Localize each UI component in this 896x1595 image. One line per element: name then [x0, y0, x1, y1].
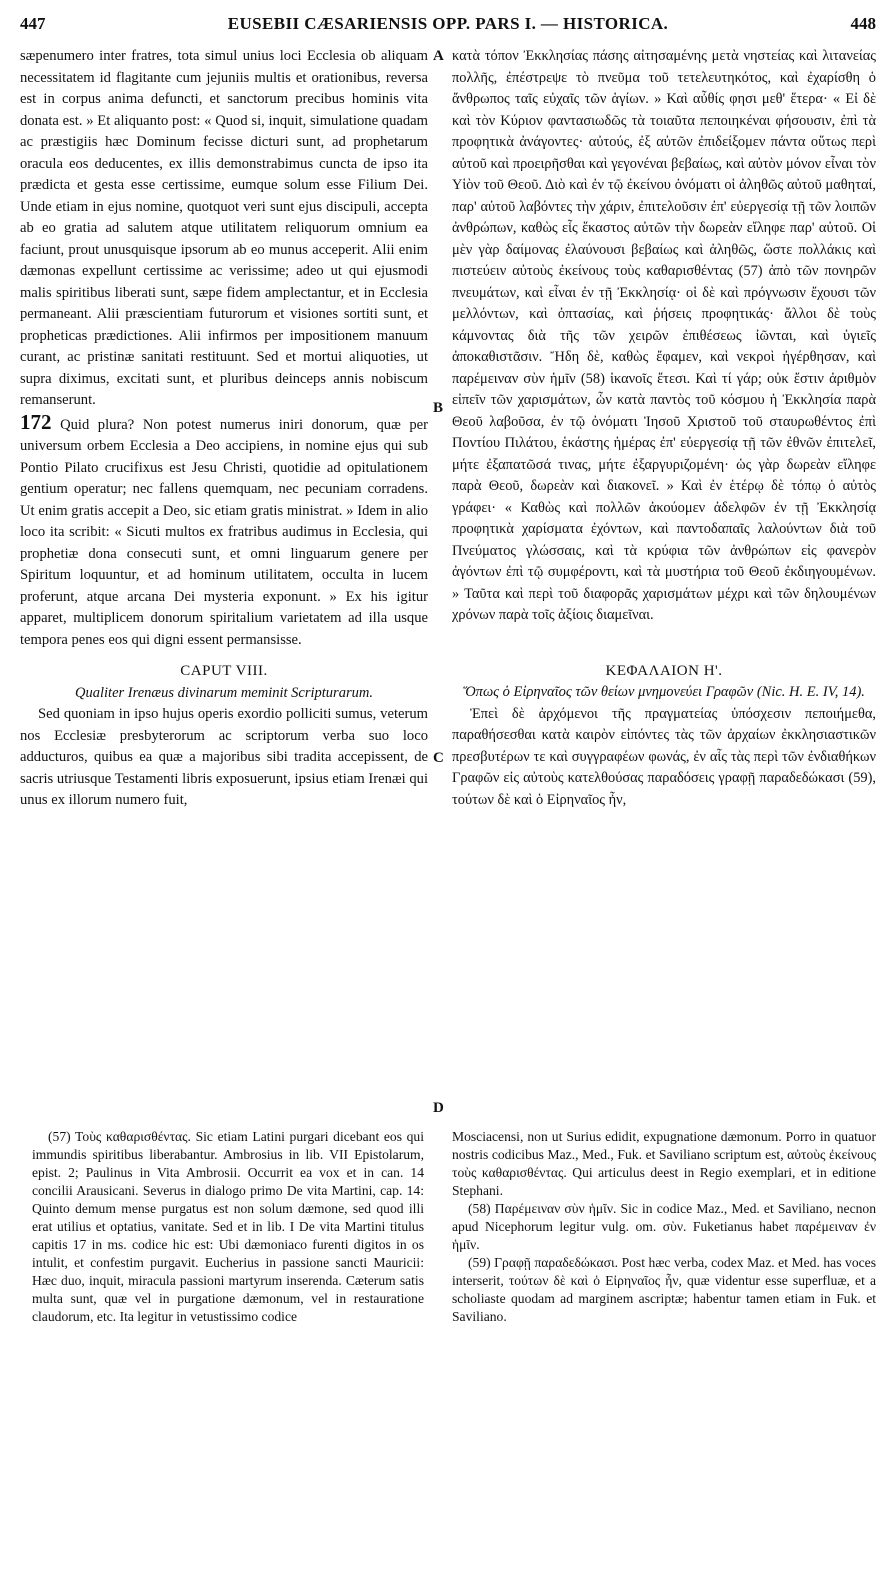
latin-paragraph-2-text: Quid plura? Non potest numerus iniri donorum, quæ per universum orbem Ecclesia a Deo accipiens, in nomine ejus qui sub Pontio Pilato crucifixus est Jesu Christi, quotidie ad opitulationem gentium operatur; nec fallens quemquam, nec pecuniam corradens. Ut enim gratis accepit a Deo, sic etiam gratis ministrat. » Idem in alio loco ita scribit: « Sicuti multos ex fratribus audimus in Ecclesia, qui prophetiæ dona consecuti sunt, et omni linguarum genere per Spiritum loquuntur, et ad hominum utilitatem, occulta in lucem proferunt, atque arcana Dei mysteria exponunt. » Ex his igitur apparet, multiplicem donorum spiritalium varietatem ad illa usque tempora penes eos qui digni essent permansisse.: [20, 416, 429, 648]
greek-chapter-heading: ΚΕΦΑΛΑΙΟΝ Η'.: [605, 662, 723, 679]
latin-paragraph-3: Sed quoniam in ipso hujus operis exordio polliciti sumus, veterum nos Ecclesiæ presbyterorum ac scriptorum verba suo loco adducturos, quibus ea quæ a majoribus sibi tradita accepissent, de sacris utriusque Testamenti libris exposuerunt, ipsius etiam Irenæi qui unus ex illorum numero fuit,: [20, 706, 428, 808]
latin-chapter-heading: CAPUT VIII.: [180, 663, 268, 679]
page-number-right: 448: [850, 14, 876, 33]
latin-paragraph-2: [20, 409, 429, 652]
footnote-57-continued: Mosciacensi, non ut Surius edidit, expugnatione dæmonum. Porro in quatuor nostris codicibus Maz., Med., Fuk. et Saviliano scriptum est, αὐτοὺς ἐκείνους τοὺς καθαρισθέντας. Qui articulus deest in Regio exemplari, et in editione Stephani.: [452, 1129, 876, 1198]
latin-chapter-subtitle: Qualiter Irenæus divinarum meminit Scripturarum.: [75, 684, 373, 701]
greek-paragraph-2: Ἐπεὶ δὲ ἀρχόμενοι τῆς πραγματείας ὑπόσχεσιν πεποιήμεθα, παραθήσεσθαι κατὰ καιρὸν εἰπόντες τὰς τῶν ἀρχαίων ἐκκλησιαστικῶν πρεσβυτέρων τε καὶ συγγραφέων φωνάς, ἐν αἷς τὰς περὶ τῶν ἐνδιαθήκων Γραφῶν εἰς αὐτοὺς κατελθούσας παραδόσεις γραφῇ παραδεδώκασι (59), τούτων δὲ καὶ ὁ Εἰρηναῖος ἦν,: [452, 705, 876, 808]
greek-paragraph-1: κατὰ τόπον Ἐκκλησίας πάσης αἰτησαμένης μετὰ νηστείας καὶ λιτανείας πολλῆς, ἐπέστρεψε τὸ πνεῦμα τοῦ τετελευτηκότος, καὶ ἐχαρίσθη ὁ ἄνθρωπος ταῖς εὐχαῖς τῶν ἁγίων. » Καὶ αὖθίς φησι μεθ' ἕτερα· « Εἰ δὲ καὶ τὸν Κύριον φαντασιωδῶς τὰ τοιαῦτα πεποιηκέναι φήσουσιν, ἐπὶ τὰ προφητικὰ ἀνάγοντες· αὐτούς, ἐξ αὐτῶν ἐπιδείξομεν πάντα οὕτως περὶ αὐτοῦ καὶ προειρῆσθαι καὶ γεγονέναι βεβαίως, καὶ αὐτὸν μόνον εἶναι τὸν Υἱὸν τοῦ Θεοῦ. Διὸ καὶ ἐν τῷ ἐκείνου ὀνόματι οἱ ἀληθῶς αὐτοῦ μαθηταί, παρ' αὐτοῦ λαβόντες τὴν χάριν, ἐπιτελοῦσιν ἐπ' εὐεργεσίᾳ τῇ τῶν λοιπῶν ἀνθρώπων, καθὼς εἷς ἕκαστος αὐτῶν τὴν δωρεὰν εἴληφε παρ' αὐτοῦ. Οἱ μὲν γὰρ δαίμονας ἐλαύνουσι βεβαίως καὶ ἀληθῶς, ὥστε πολλάκις καὶ πιστεύειν αὐτοὺς ἐκείνους τοὺς καθαρισθέντας (57) ἀπὸ τῶν πονηρῶν πνευμάτων, καὶ εἶναι ἐν τῇ Ἐκκλησίᾳ· οἱ δὲ καὶ πρόγνωσιν ἔχουσι τῶν μελλόντων, καὶ ὀπτασίας, καὶ ῥήσεις προφητικάς· ἄλλοι δὲ τοὺς κάμνοντας διὰ τῆς τῶν χειρῶν ἐπιθέσεως ἰῶνται, καὶ ὑγιεῖς ἀποκαθιστᾶσιν. Ἤδη δὲ, καθὼς ἔφαμεν, καὶ νεκροὶ ἠγέρθησαν, καὶ παρέμειναν σὺν ἡμῖν (58) ἱκανοῖς ἔτεσι. Καὶ τί γάρ; οὐκ ἔστιν ἀριθμὸν εἰπεῖν τῶν χαρισμάτων, ὧν κατὰ παντὸς τοῦ κόσμου ἡ Ἐκκλησία παρὰ Θεοῦ λαβοῦσα, ἐν τῷ ὀνόματι Ἰησοῦ Χριστοῦ τοῦ σταυρωθέντος ἐπὶ Ποντίου Πιλάτου, ἑκάστης ἡμέρας ἐπ' εὐεργεσίᾳ τῇ τῶν ἐθνῶν ἐπιτελεῖ, μήτε ἐξαπατῶσά τινας, μήτε ἐξαργυριζομένη· ὡς γὰρ δωρεὰν εἴληφε παρὰ Θεοῦ, δωρεὰν καὶ διακονεῖ. » Καὶ ἐν ἑτέρῳ δὲ τόπῳ ὁ αὐτὸς γράφει· « Καθὼς καὶ πολλῶν ἀκούομεν ἀδελφῶν ἐν τῇ Ἐκκλησίᾳ προφητικὰ χαρίσματα ἐχόντων, καὶ παντοδαπαῖς λαλούντων διὰ τοῦ Πνεύματος γλώσσαις, καὶ τὰ κρύφια τῶν ἀνθρώπων εἰς φανερὸν ἀγόντων ἐπὶ τῷ συμφέροντι, καὶ τὰ μυστήρια τοῦ Θεοῦ ἐκδιηγουμένων. » Ταῦτα καὶ περὶ τοῦ διαφορᾶς χαρισμάτων μέχρι καὶ τῶν δηλουμένων χρόνων παρὰ τοῖς ἀξίοις διαμεῖναι.: [452, 48, 876, 623]
footnote-59: (59) Γραφῇ παραδεδώκασι. Post hæc verba, codex Maz. et Med. has voces interserit, τούτων δὲ καὶ ὁ Εἰρηναῖος ἦν, quæ videntur esse superfluæ, et a scholiaste quodam ad marginem ascriptæ; habentur tamen etiam in Fuk. et Saviliano.: [452, 1255, 876, 1324]
margin-letter-a: A: [433, 48, 444, 64]
footnote-57: (57) Τοὺς καθαρισθέντας. Sic etiam Latini purgari dicebant eos qui immundis spiritibus liberabantur. Ambrosius in lib. VII Epistolarum, epist. 2; Paulinus in Vita Ambrosii. Occurrit ea vox et in can. 14 concilii Arausicani. Severus in dialogo primo De vita Martini, cap. 14: Quinto demum mense purgatus est non solum dæmone, sed quod illi erat utilius et optatius, vanitate. Sed et in lib. I De vita Martini titulus capitis 17 in ms. codice hic est: Ubi dæmoniaco furenti digitos in os intulit, et confestim purgavit. Eucherius in passione sancti Mauricii: Hæc duo, inquit, miracula passioni martyrum inserenda. Cæterum satis multa sunt, quæ vel in purgatione dæmonum, vel in restauratione claudorum, etc. Ita legitur in vetustissimo codice: [32, 1129, 424, 1324]
latin-paragraph-1: sæpenumero inter fratres, tota simul unius loci Ecclesia ob aliquam necessitatem id flagitante cum jejuniis multis et orationibus, reversa est in corpus anima defuncti, et sanctorum precibus hominis vita donata est. » Et aliquanto post: « Quod si, inquit, simulatione quadam ac præstigiis hæc Dominum fecisse dicturi sunt, ad prophetarum oracula eos deducentes, ex illis demonstrabimus cuncta de ipso ita prædicta et gesta esse certissime, eumque solum esse Filium Dei. Unde etiam in ejus nomine, quotquot veri sunt ejus discipuli, accepta ab eo gratia ad salutem atque utilitatem reliquorum omnium ea faciunt, prout unusquisque ipsorum ab eo munus acceperit. Alii enim dæmonas expellunt certissime ac verissime; adeo ut qui ejusmodi malis spiritibus liberati sunt, sæpe fidem amplectantur, et in Ecclesia permaneant. Alii præscientiam futurorum et visiones sortiti sunt, et propheticas prædictiones. Alii infirmos per impositionem manuum curant, ac pristinæ sanitati restituunt. Sed et mortui aliquoties, ut supra diximus, excitati sunt, et pluribus deinceps annis nobiscum remanserunt.: [20, 48, 428, 408]
latin-column: [20, 46, 428, 812]
running-header: [20, 14, 876, 40]
greek-column: [452, 46, 876, 811]
footnotes-right: [452, 1128, 876, 1326]
footnote-58: (58) Παρέμειναν σὺν ἡμῖν. Sic in codice Maz., Med. et Saviliano, necnon apud Nicephorum legitur vulg. om. σὺν. Fuketianus habet παρέμειναν ἐν ἡμῖν.: [452, 1201, 876, 1252]
greek-chapter-subtitle: Ὅπως ὁ Εἰρηναῖος τῶν θείων μνημονεύει Γραφῶν (Nic. H. E. IV, 14).: [463, 684, 865, 700]
page-number-left: 447: [20, 14, 46, 33]
margin-letter-c: C: [433, 750, 444, 766]
margin-letter-d: D: [433, 1100, 444, 1116]
running-title: EUSEBII CÆSARIENSIS OPP. PARS I. — HISTORICA.: [227, 14, 669, 33]
footnotes-left: [32, 1128, 424, 1326]
margin-letter-b: B: [433, 400, 444, 416]
section-number: 172: [20, 409, 52, 434]
